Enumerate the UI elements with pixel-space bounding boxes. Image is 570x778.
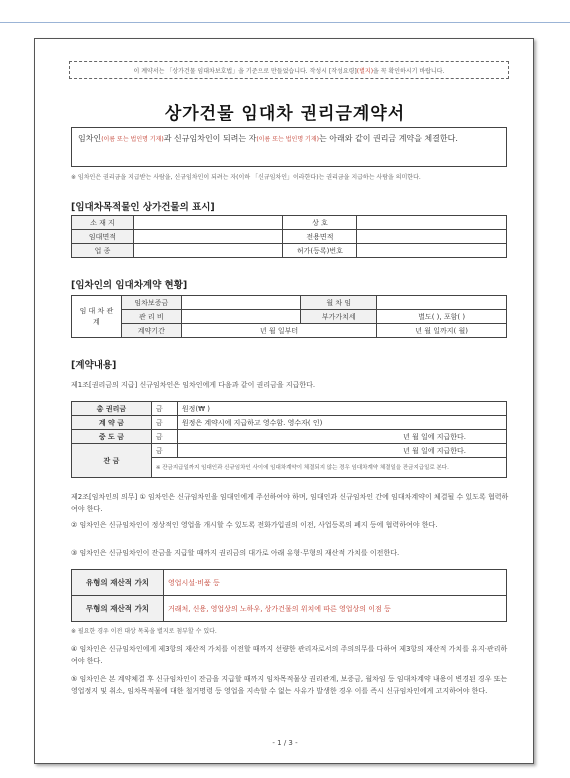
property-label-license: 허가(등록)번호	[283, 244, 357, 258]
lease-label-vat: 부가가치세	[301, 310, 377, 324]
property-value-exclusive-area[interactable]	[357, 230, 507, 244]
lease-value-period-to[interactable]: 년 월 일까지( 월)	[377, 324, 507, 338]
notice-text-1: 이 계약서는 「상가건물 임대차보호법」을 기준으로 만들었습니다. 작성시 [작성요령]	[133, 67, 357, 75]
property-value-area[interactable]	[133, 230, 283, 244]
property-value-license[interactable]	[357, 244, 507, 258]
intro-red-2: (이름 또는 법인명 기재)	[256, 136, 319, 143]
table-row	[72, 430, 507, 444]
payment-value-interim[interactable]: 년 월 일에 지급한다.	[177, 430, 506, 444]
property-label-area: 임대면적	[72, 230, 134, 244]
table-row	[72, 296, 507, 310]
table-row	[72, 230, 507, 244]
intro-red-1: (이름 또는 법인명 기재)	[101, 136, 164, 143]
intro-footnote: ※ 임차인은 권리금을 지급받는 사람을, 신규임차인이 되려는 자(이하 「신규임차인」이라한다)는 권리금을 지급하는 사람을 의미한다.	[71, 174, 421, 181]
section3-title: [계약내용]	[71, 360, 117, 371]
assets-label-intangible: 무형의 재산적 가치	[72, 596, 164, 622]
payment-unit-interim: 금	[151, 430, 177, 444]
property-label-business: 업 종	[72, 244, 134, 258]
assets-value-tangible[interactable]: 영업시설·비품 등	[163, 570, 506, 596]
table-row	[72, 416, 507, 430]
payment-unit-total: 금	[151, 402, 177, 416]
notice-text-2: 을 꼭 확인하시기 바랍니다.	[373, 67, 445, 75]
page-number: - 1 / 3 -	[272, 739, 298, 747]
payment-balance-note: ※ 잔금지급일까지 임대인과 신규임차인 사이에 임대차계약이 체결되지 않는 경우 임대차계약 체결일을 잔금지급일로 본다.	[151, 458, 506, 478]
lease-label-rent: 월 차 임	[301, 296, 377, 310]
property-label-location: 소 재 지	[72, 216, 134, 230]
lease-value-period-from[interactable]: 년 월 일부터	[181, 324, 376, 338]
table-row	[72, 324, 507, 338]
intro-part-1: 임차인	[78, 134, 102, 143]
intro-box	[71, 127, 507, 167]
property-value-trade-name[interactable]	[357, 216, 507, 230]
clause-2-para-3: ③ 임차인은 신규임차인이 잔금을 지급할 때까지 권리금의 대가로 아래 유형·무형의 재산적 가치를 이전한다.	[71, 549, 400, 557]
lease-value-deposit[interactable]	[181, 296, 301, 310]
table-row	[72, 402, 507, 416]
clause-1: 제1조[권리금의 지급] 신규임차인은 임차인에게 다음과 같이 권리금을 지급한다.	[71, 381, 316, 389]
clause-2-para-5: ⑤ 임차인은 본 계약체결 후 신규임차인이 잔금을 지급할 때까지 임차목적물상 권리관계, 보증금, 월차임 등 임대차계약 내용이 변경된 경우 또는 영업정지 및 취소, 임차목적물에 대한 철거명령 등 영업을 지속할 수 없는 사유가 발생한 경우 이를 즉시 신규임차인에게 고지하여야 한다.	[71, 675, 508, 695]
clause-2-para-1: 제2조[임차인의 의무] ① 임차인은 신규임차인을 임대인에게 주선하여야 하며, 임대인과 신규임차인 간에 임대차계약이 체결될 수 있도록 협력하여야 한다.	[71, 493, 509, 513]
assets-value-intangible[interactable]: 거래처, 신용, 영업상의 노하우, 상가건물의 위치에 따른 영업상의 이점 등	[163, 596, 506, 622]
lease-label-deposit: 임차보증금	[121, 296, 181, 310]
clause-2-para-4: ④ 임차인은 신규임차인에게 제3항의 재산적 가치를 이전할 때까지 선량한 관리자로서의 주의의무를 다하여 제3항의 재산적 가치를 유지·관리하여야 한다.	[71, 645, 508, 665]
payment-label-total: 총 권리금	[72, 402, 152, 416]
property-table	[71, 215, 507, 258]
property-value-location[interactable]	[133, 216, 283, 230]
lease-label-period: 계약기간	[121, 324, 181, 338]
intro-part-3: 는 아래와 같이 권리금 계약을 체결한다.	[318, 134, 458, 143]
payment-label-deposit: 계 약 금	[72, 416, 152, 430]
table-row	[72, 596, 507, 622]
payment-unit-deposit: 금	[151, 416, 177, 430]
top-notice-box	[69, 61, 509, 79]
lease-status-table	[71, 295, 507, 338]
payment-label-balance: 잔 금	[72, 444, 152, 478]
lease-value-fee[interactable]	[181, 310, 301, 324]
payment-value-total[interactable]: 원정(₩ )	[177, 402, 506, 416]
notice-highlight: (별지)	[356, 67, 374, 75]
lease-value-vat[interactable]: 별도( ), 포함( )	[377, 310, 507, 324]
lease-label-fee: 관 리 비	[121, 310, 181, 324]
property-label-exclusive-area: 전용면적	[283, 230, 357, 244]
table-row	[72, 570, 507, 596]
clause-2-para-2: ② 임차인은 신규임차인이 정상적인 영업을 개시할 수 있도록 전화가입권의 이전, 사업등록의 폐지 등에 협력하여야 한다.	[71, 521, 438, 529]
table-row	[72, 310, 507, 324]
window-top-rule	[0, 22, 570, 23]
property-label-trade-name: 상 호	[283, 216, 357, 230]
payment-table	[71, 401, 507, 478]
section2-title: [임차인의 임대차계약 현황]	[71, 280, 188, 291]
lease-side-label: 임 대 차 관 계	[72, 296, 122, 338]
lease-value-rent[interactable]	[377, 296, 507, 310]
assets-footnote: ※ 필요한 경우 이전 대상 목록을 별지로 첨부할 수 있다.	[71, 628, 217, 635]
payment-value-deposit[interactable]: 원정은 계약시에 지급하고 영수함. 영수자( 인)	[177, 416, 506, 430]
table-row	[72, 444, 507, 458]
table-row	[72, 244, 507, 258]
document-title: 상가건물 임대차 권리금계약서	[164, 104, 406, 124]
document-page	[34, 38, 534, 764]
assets-table	[71, 569, 507, 622]
assets-label-tangible: 유형의 재산적 가치	[72, 570, 164, 596]
payment-label-interim: 중 도 금	[72, 430, 152, 444]
payment-unit-balance: 금	[151, 444, 177, 458]
table-row	[72, 216, 507, 230]
property-value-business[interactable]	[133, 244, 283, 258]
payment-value-balance[interactable]: 년 월 일에 지급한다.	[177, 444, 506, 458]
section1-title: [임대차목적물인 상가건물의 표시]	[71, 202, 215, 213]
intro-part-2: 과 신규임차인이 되려는 자	[163, 134, 257, 143]
